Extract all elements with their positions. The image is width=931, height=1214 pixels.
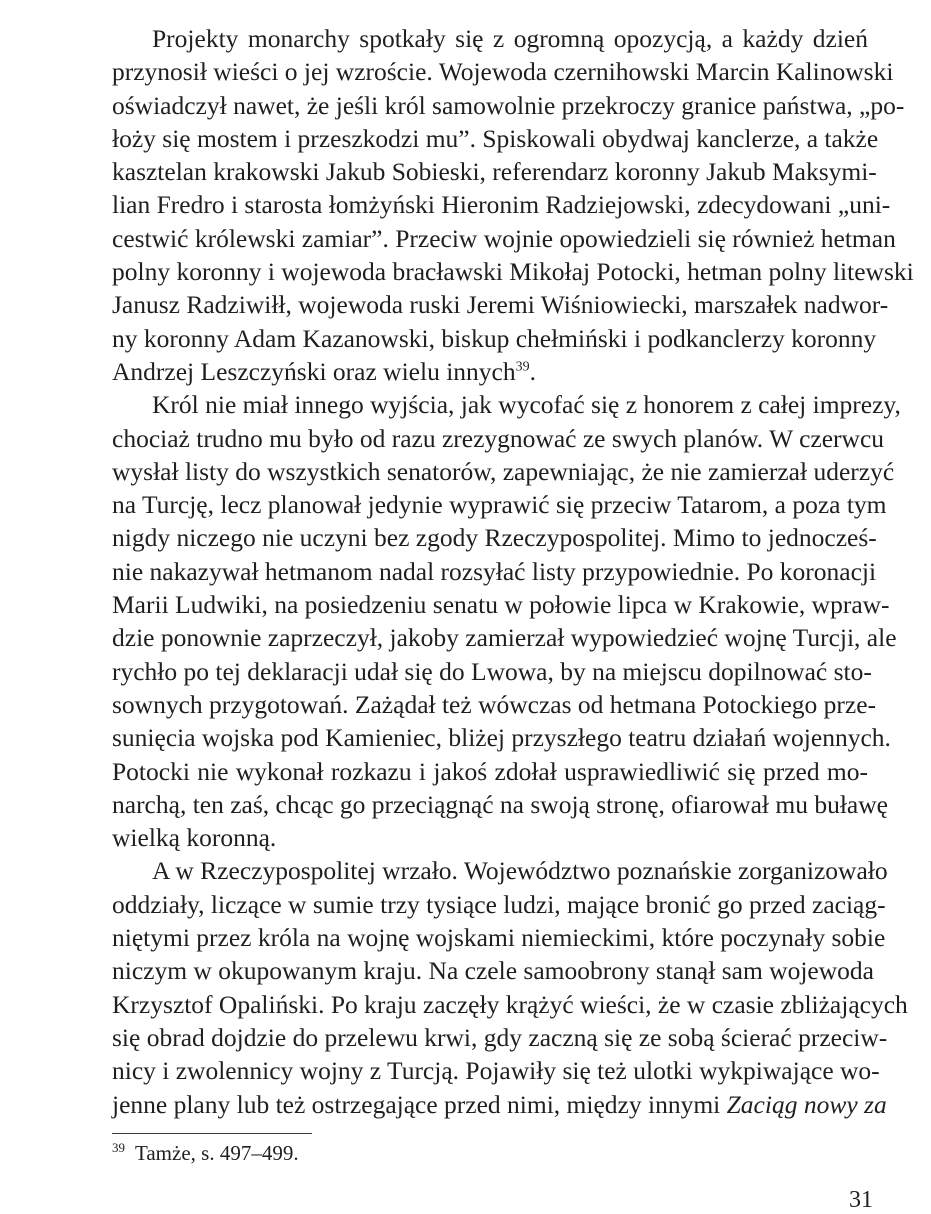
footnote-text: Tamże, s. 497–499. <box>135 1141 299 1165</box>
text-line: rychło po tej deklaracji udał się do Lwowa, by na miejscu dopilnować sto- <box>112 656 872 686</box>
text-line: wysłał listy do wszystkich senatorów, zapewniając, że nie zamierzał uderzyć <box>112 456 895 486</box>
text-line: wielką koronną. <box>112 823 277 853</box>
text-line: cestwić królewski zamiar”. Przeciw wojnie opowiedzieli się również hetman <box>112 223 896 253</box>
text-line: oświadczył nawet, że jeśli król samowolnie przekroczy granice państwa, „po- <box>112 90 905 120</box>
text-line-content: Andrzej Leszczyński oraz wielu innych <box>112 356 516 386</box>
footnote-number: 39 <box>112 1140 125 1155</box>
text-line: Projekty monarchy spotkały się z ogromną opozycją, a każdy dzień <box>152 24 868 53</box>
text-line: nie nakazywał hetmanom nadal rozsyłać listy przypowiednie. Po koronacji <box>112 556 877 586</box>
page-body <box>112 22 914 1121</box>
text-line: sownych przygotowań. Zażądał też wówczas od hetmana Potockiego prze- <box>112 689 877 719</box>
text-line: chociaż trudno mu było od razu zrezygnować ze swych planów. W czerwcu <box>112 423 885 453</box>
text-line: łoży się mostem i przeszkodzi mu”. Spiskowali obydwaj kanclerze, a także <box>112 123 879 153</box>
text-line: Krzysztof Opaliński. Po kraju zaczęły krążyć wieści, że w czasie zbliżających <box>112 989 908 1019</box>
italic-title: Zaciąg nowy za <box>726 1089 887 1119</box>
text-line: A w Rzeczypospolitej wrzało. Województwo poznańskie zorganizowało <box>152 856 888 886</box>
text-line: Andrzej Leszczyński oraz wielu innych$^{39}$. <box>112 356 536 386</box>
text-line: nigdy niczego nie uczyni bez zgody Rzeczypospolitej. Mimo to jednocześ- <box>112 523 877 553</box>
footnote-divider <box>112 1133 312 1134</box>
text-line: się obrad dojdzie do przelewu krwi, gdy zaczną się ze sobą ścierać przeciw- <box>112 1022 888 1052</box>
text-line: Potocki nie wykonał rozkazu i jakoś zdołał usprawiedliwić się przed mo- <box>112 756 868 786</box>
footnote-reference[interactable]: 39 <box>515 359 530 375</box>
text-line <box>112 1088 887 1121</box>
text-line: przynosił wieści o jej wzroście. Wojewoda czernihowski Marcin Kalinowski <box>112 57 894 87</box>
paragraph-1 <box>112 22 914 388</box>
text-line: sunięcia wojska pod Kamieniec, bliżej przyszłego teatru działań wojennych. <box>112 723 891 753</box>
text-line: lian Fredro i starosta łomżyński Hieronim Radziejowski, zdecydowani „uni- <box>112 190 891 220</box>
text-line: oddziały, liczące w sumie trzy tysiące ludzi, mające bronić go przed zaciąg- <box>112 889 886 919</box>
text-line: niętymi przez króla na wojnę wojskami niemieckimi, które poczynały sobie <box>112 923 886 953</box>
paragraph-3 <box>112 854 908 1120</box>
text-line: Janusz Radziwiłł, wojewoda ruski Jeremi Wiśniowiecki, marszałek nadwor- <box>112 290 889 320</box>
page-number: 31 <box>849 1187 873 1213</box>
text-line-content: jenne plany lub też ostrzegające przed nimi, między innymi <box>112 1089 727 1119</box>
text-line: dzie ponownie zaprzeczył, jakoby zamierzał wypowiedzieć wojnę Turcji, ale <box>112 623 897 653</box>
text-line: Marii Ludwiki, na posiedzeniu senatu w połowie lipca w Krakowie, wpraw- <box>112 590 890 620</box>
footnote <box>112 1139 299 1167</box>
text-line: polny koronny i wojewoda bracławski Mikołaj Potocki, hetman polny litewski <box>112 257 914 287</box>
text-line: nicy i zwolennicy wojny z Turcją. Pojawiły się też ulotki wykpiwające wo- <box>112 1056 880 1086</box>
text-line: niczym w okupowanym kraju. Na czele samoobrony stanął sam wojewoda <box>112 956 874 986</box>
text-line: narchą, ten zaś, chcąc go przeciągnąć na swoją stronę, ofiarował mu buławę <box>112 789 888 819</box>
text-line: na Turcję, lecz planował jedynie wyprawić się przeciw Tatarom, a poza tym <box>112 490 887 520</box>
paragraph-2 <box>112 388 901 854</box>
text-line: ny koronny Adam Kazanowski, biskup chełmiński i podkanclerzy koronny <box>112 323 877 353</box>
text-line: Król nie miał innego wyjścia, jak wycofać się z honorem z całej imprezy, <box>152 390 901 420</box>
text-line: kasztelan krakowski Jakub Sobieski, referendarz koronny Jakub Maksymi- <box>112 157 877 187</box>
